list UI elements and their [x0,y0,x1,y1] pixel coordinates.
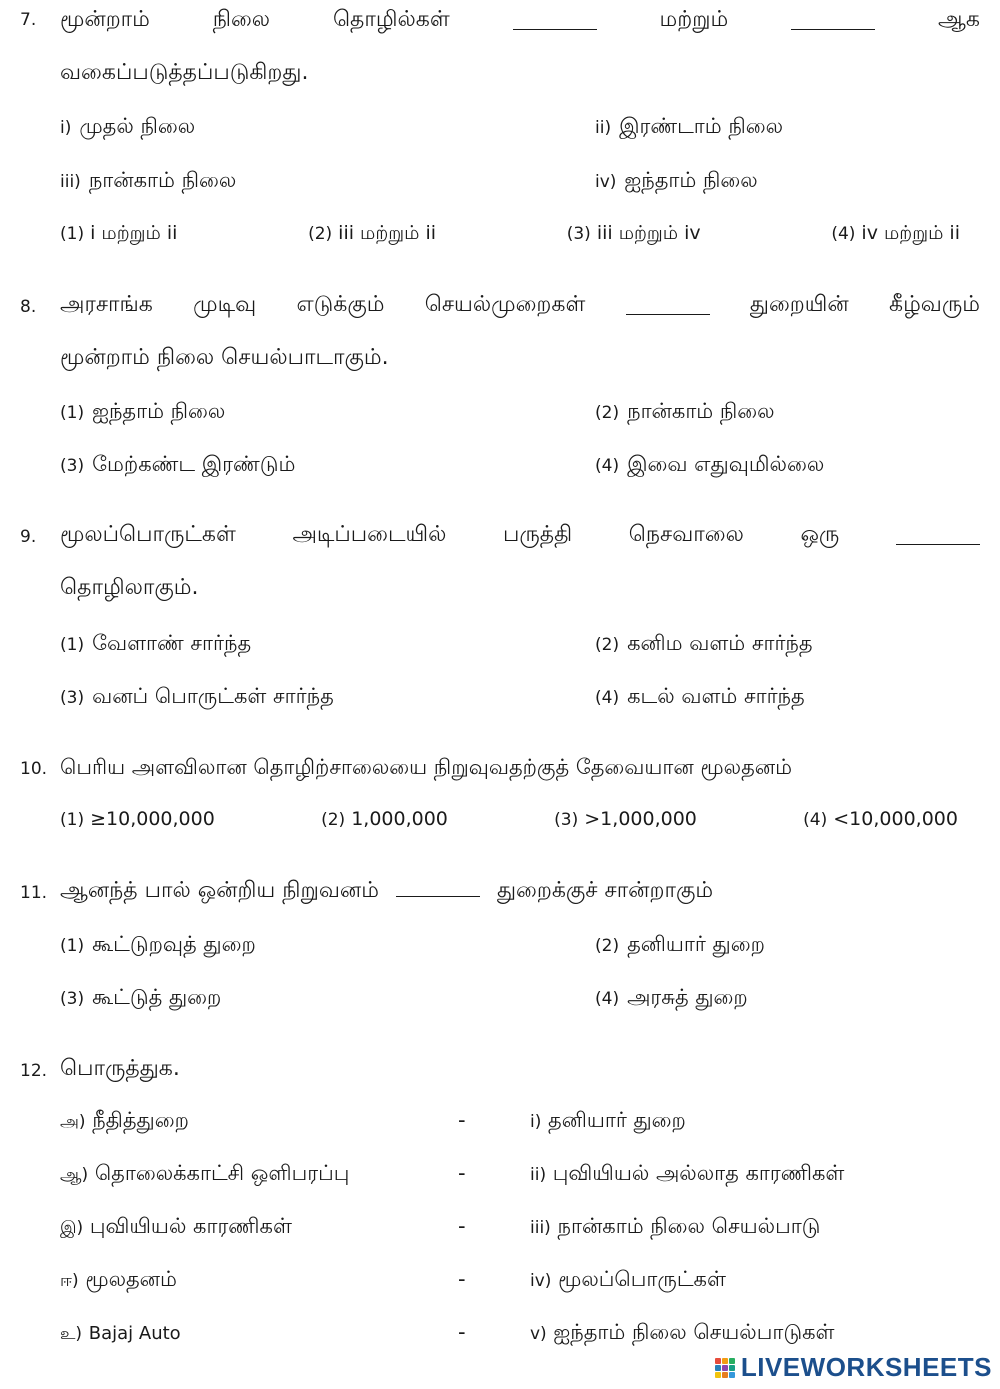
q9-word: அடிப்படையில் [292,522,447,547]
question-7-line-1 [60,5,980,35]
q9-choice-2[interactable]: (2) கனிம வளம் சார்ந்த [595,631,813,655]
q9-blank[interactable] [896,526,980,545]
q8-word: செயல்முறைகள் [424,292,586,317]
question-9-number: 9. [20,527,37,547]
q9-word: பருத்தி [503,522,573,547]
q11-choice-3[interactable]: (3) கூட்டுத் துறை [60,985,222,1009]
q11-choice-2[interactable]: (2) தனியார் துறை [595,932,765,956]
q7-choice-2[interactable]: (2) iii மற்றும் ii [308,222,437,244]
q9-choice-3[interactable]: (3) வனப் பொருட்கள் சார்ந்த [60,684,334,708]
q11-blank[interactable] [396,878,480,897]
liveworksheets-watermark [715,1352,992,1383]
q7-option-iii: iii) நான்காம் நிலை [60,168,237,192]
q8-choice-2[interactable]: (2) நான்காம் நிலை [595,399,775,423]
q9-word: மூலப்பொருட்கள் [60,522,236,547]
match-row: ஈ) மூலதனம் - iv) மூலப்பொருட்கள் [60,1267,726,1291]
q9-choice-4[interactable]: (4) கடல் வளம் சார்ந்த [595,684,805,708]
q7-choices [60,222,960,247]
q8-word: கீழ்வரும் [889,292,980,317]
q7-option-i: i) முதல் நிலை [60,114,196,138]
match-row: இ) புவியியல் காரணிகள் - iii) நான்காம் நிலை செயல்பாடு [60,1214,821,1238]
q10-choice-4[interactable]: (4) <10,000,000 [803,808,958,830]
q11-choice-1[interactable]: (1) கூட்டுறவுத் துறை [60,932,256,956]
question-11-number: 11. [20,883,48,903]
q9-word: ஒரு [800,522,840,547]
question-8-number: 8. [20,297,37,317]
q7-word: மூன்றாம் [60,7,150,32]
match-row: அ) நீதித்துறை - i) தனியார் துறை [60,1108,686,1132]
question-8-line-2: மூன்றாம் நிலை செயல்பாடாகும். [60,345,389,370]
q7-word: நிலை [212,7,271,32]
q8-word: துறையின் [749,292,849,317]
q8-word: அரசாங்க [60,292,153,317]
q10-choice-1[interactable]: (1) ≥10,000,000 [60,808,215,830]
brand-name: LIVEWORKSHEETS [740,1352,992,1382]
q7-word: மற்றும் [659,7,729,32]
q8-choice-3[interactable]: (3) மேற்கண்ட இரண்டும் [60,452,296,476]
q7-word: தொழில்கள் [332,7,450,32]
question-9-line-1 [60,520,980,550]
question-7-number: 7. [20,10,37,30]
q8-choice-4[interactable]: (4) இவை எதுவுமில்லை [595,452,825,476]
question-11-text: ஆனந்த் பால் ஒன்றிய நிறுவனம் துறைக்குச் சான்றாகும் [60,878,714,903]
q10-choice-3[interactable]: (3) >1,000,000 [554,808,697,830]
question-12-title: பொருத்துக. [60,1056,180,1081]
q9-choice-1[interactable]: (1) வேளாண் சார்ந்த [60,631,252,655]
match-row: ஆ) தொலைக்காட்சி ஒளிபரப்பு - ii) புவியியல் அல்லாத காரணிகள் [60,1161,845,1185]
match-row: உ) Bajaj Auto - v) ஐந்தாம் நிலை செயல்பாடுகள் [60,1320,835,1344]
q7-choice-3[interactable]: (3) iii மற்றும் iv [566,222,701,244]
question-10-text: பெரிய அளவிலான தொழிற்சாலையை நிறுவுவதற்குத் தேவையான மூலதனம் [60,755,793,779]
q11-choice-4[interactable]: (4) அரசுத் துறை [595,985,748,1009]
q7-word: ஆக [938,7,980,32]
question-12-number: 12. [20,1061,48,1081]
q7-option-ii: ii) இரண்டாம் நிலை [595,114,784,138]
liveworksheets-logo-icon [715,1358,735,1378]
q10-choices [60,808,958,830]
q7-option-iv: iv) ஐந்தாம் நிலை [595,168,758,192]
question-7-line-2: வகைப்படுத்தப்படுகிறது. [60,60,309,85]
q10-choice-2[interactable]: (2) 1,000,000 [321,808,448,830]
q7-blank-1[interactable] [513,11,597,30]
question-8-line-1 [60,290,980,320]
q8-word: எடுக்கும் [296,292,385,317]
question-10-number: 10. [20,759,48,779]
q9-word: நெசவாலை [628,522,744,547]
q8-choice-1[interactable]: (1) ஐந்தாம் நிலை [60,399,226,423]
q7-choice-4[interactable]: (4) iv மற்றும் ii [831,222,960,244]
q8-word: முடிவு [193,292,257,317]
q7-blank-2[interactable] [791,11,875,30]
question-9-line-2: தொழிலாகும். [60,575,199,600]
q8-blank[interactable] [626,296,710,315]
q7-choice-1[interactable]: (1) i மற்றும் ii [60,222,178,244]
